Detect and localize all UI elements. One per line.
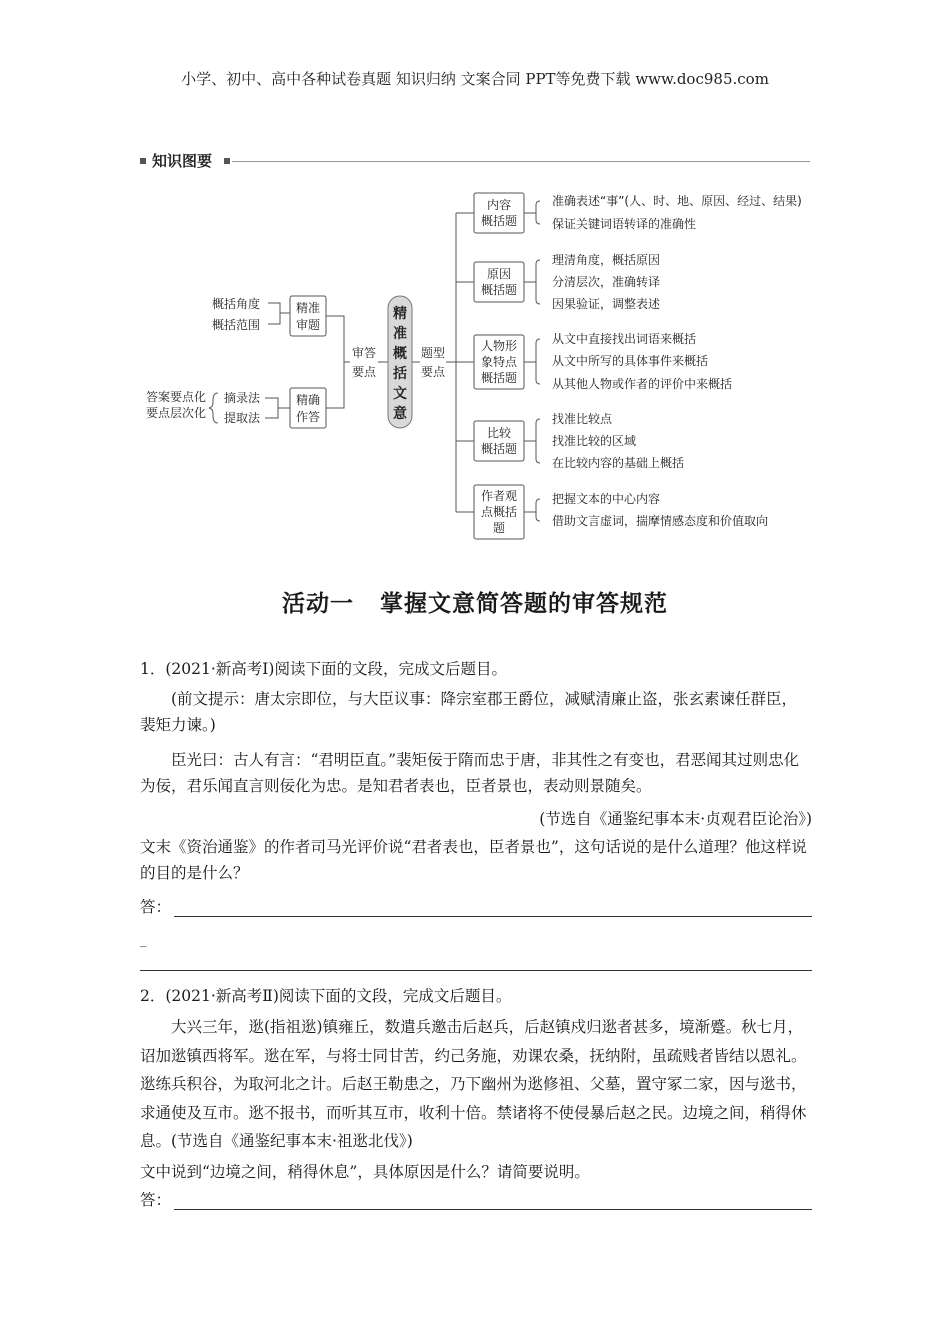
type-point: 找准比较点 [552, 412, 613, 426]
section-header [140, 150, 810, 174]
type-box-label: 原因 [486, 267, 512, 281]
q2-passage: 大兴三年，逖(指祖逖)镇雍丘，数遣兵邀击后赵兵，后赵镇戍归逖者甚多，境渐蹙。秋七月，诏加逖镇西将军。逖在军，与将士同甘苦，约己务施，劝课农桑，抚纳附，虽疏贱者皆结以恩礼。逖练兵积谷，为取河北之计。后赵王勒患之，乃下幽州为逖修祖、父墓，置守冢二家，因与逖书，求通使及互市。逖不报书，而听其互市，收利十倍。禁诸将不使侵暴后赵之民。边境之间，稍得休息。(节选自《通鉴纪事本末·祖逖北伐》) [140, 1018, 807, 1150]
type-box-label: 比较 [486, 426, 512, 440]
activity-number: 活动一 [282, 591, 354, 617]
activity-heading: 掌握文意简答题的审答规范 [380, 591, 668, 617]
type-point: 找准比较的区域 [552, 434, 637, 448]
item-extract: 提取法 [223, 411, 261, 425]
answer-line [174, 1209, 812, 1210]
type-point: 理清角度，概括原因 [552, 253, 661, 267]
activity-title [0, 585, 950, 618]
center-char: 文 [393, 386, 407, 402]
answer-line [140, 970, 812, 971]
type-box-label: 题 [492, 521, 506, 535]
type-box-label: 概括题 [480, 371, 518, 385]
type-box-label: 概括题 [480, 283, 518, 297]
center-char: 概 [393, 346, 407, 362]
q1-hint: (前文提示：唐太宗即位，与大臣议事：降宗室郡王爵位，减赋清廉止盗，张玄素谏任群臣，裴矩力谏。) [140, 690, 798, 734]
right-hub-l1: 题型 [420, 346, 446, 360]
q1-question: 文末《资治通鉴》的作者司马光评价说“君者表也，臣者景也”，这句话说的是什么道理？他这样说的目的是什么？ [140, 838, 807, 882]
item-excerpt: 摘录法 [223, 391, 261, 405]
q1-answer-label: 答： [140, 898, 172, 916]
type-point: 在比较内容的基础上概括 [552, 456, 685, 470]
q2-answer[interactable] [140, 1188, 812, 1214]
box-precise-answer-l1: 精确 [295, 393, 321, 407]
box-precise-reading-l1: 精准 [295, 301, 321, 315]
center-char: 精 [393, 306, 407, 322]
answer-line [174, 916, 812, 917]
type-box-label: 人物形 [480, 339, 518, 353]
type-point: 把握文本的中心内容 [552, 492, 661, 506]
type-box-label: 象特点 [480, 355, 518, 369]
type-box-label: 点概括 [480, 505, 518, 519]
page-header: 小学、初中、高中各种试卷真题 知识归纳 文案合同 PPT等免费下载 www.doc985.com [181, 70, 769, 88]
item-outer-2: 要点层次化 [145, 406, 207, 420]
center-char: 准 [393, 326, 407, 342]
q1-answer[interactable] [140, 895, 812, 921]
type-point: 从文中直接找出词语来概括 [552, 332, 697, 346]
box-precise-answer-l2: 作答 [295, 410, 321, 424]
square-bullet-icon [140, 158, 146, 164]
type-box-label: 作者观 [480, 489, 518, 503]
type-box-label: 概括题 [480, 214, 518, 228]
type-point: 借助文言虚词，揣摩情感态度和价值取向 [552, 514, 769, 528]
item-angle: 概括角度 [211, 297, 261, 311]
square-bullet-icon [224, 158, 230, 164]
q2-head: 2．(2021·新高考Ⅱ)阅读下面的文段，完成文后题目。 [140, 987, 512, 1005]
type-point: 分清层次，准确转译 [552, 275, 661, 289]
type-point: 从其他人物或作者的评价中来概括 [552, 377, 733, 391]
type-point: 因果验证，调整表述 [552, 297, 661, 311]
center-char: 括 [393, 366, 407, 382]
right-hub-l2: 要点 [420, 365, 446, 379]
q1-head: 1．(2021·新高考Ⅰ)阅读下面的文段，完成文后题目。 [140, 660, 507, 678]
type-box-label: 内容 [486, 198, 512, 212]
item-range: 概括范围 [211, 318, 261, 332]
item-outer-1: 答案要点化 [145, 390, 207, 404]
q1-dash: _ [140, 933, 147, 948]
left-hub-l1: 审答 [351, 346, 377, 360]
type-box-label: 概括题 [480, 442, 518, 456]
section-rule [232, 161, 810, 162]
type-point: 准确表述“事”(人、时、地、原因、经过、结果) [552, 194, 802, 208]
q2-question: 文中说到“边境之间，稍得休息”，具体原因是什么？请简要说明。 [140, 1163, 590, 1181]
knowledge-diagram [0, 180, 950, 545]
left-hub-l2: 要点 [351, 365, 377, 379]
section-title: 知识图要 [152, 152, 213, 170]
q2-answer-label: 答： [140, 1191, 172, 1209]
type-point: 保证关键词语转译的准确性 [552, 217, 697, 231]
center-char: 意 [393, 406, 407, 422]
type-point: 从文中所写的具体事件来概括 [552, 354, 709, 368]
q1-passage: 臣光曰：古人有言：“君明臣直。”裴矩佞于隋而忠于唐，非其性之有变也，君恶闻其过则忠化为佞，君乐闻直言则佞化为忠。是知君者表也，臣者景也，表动则景随矣。 [140, 751, 800, 795]
box-precise-reading-l2: 审题 [295, 318, 321, 332]
q1-source: (节选自《通鉴纪事本末·贞观君臣论治》) [539, 810, 812, 828]
